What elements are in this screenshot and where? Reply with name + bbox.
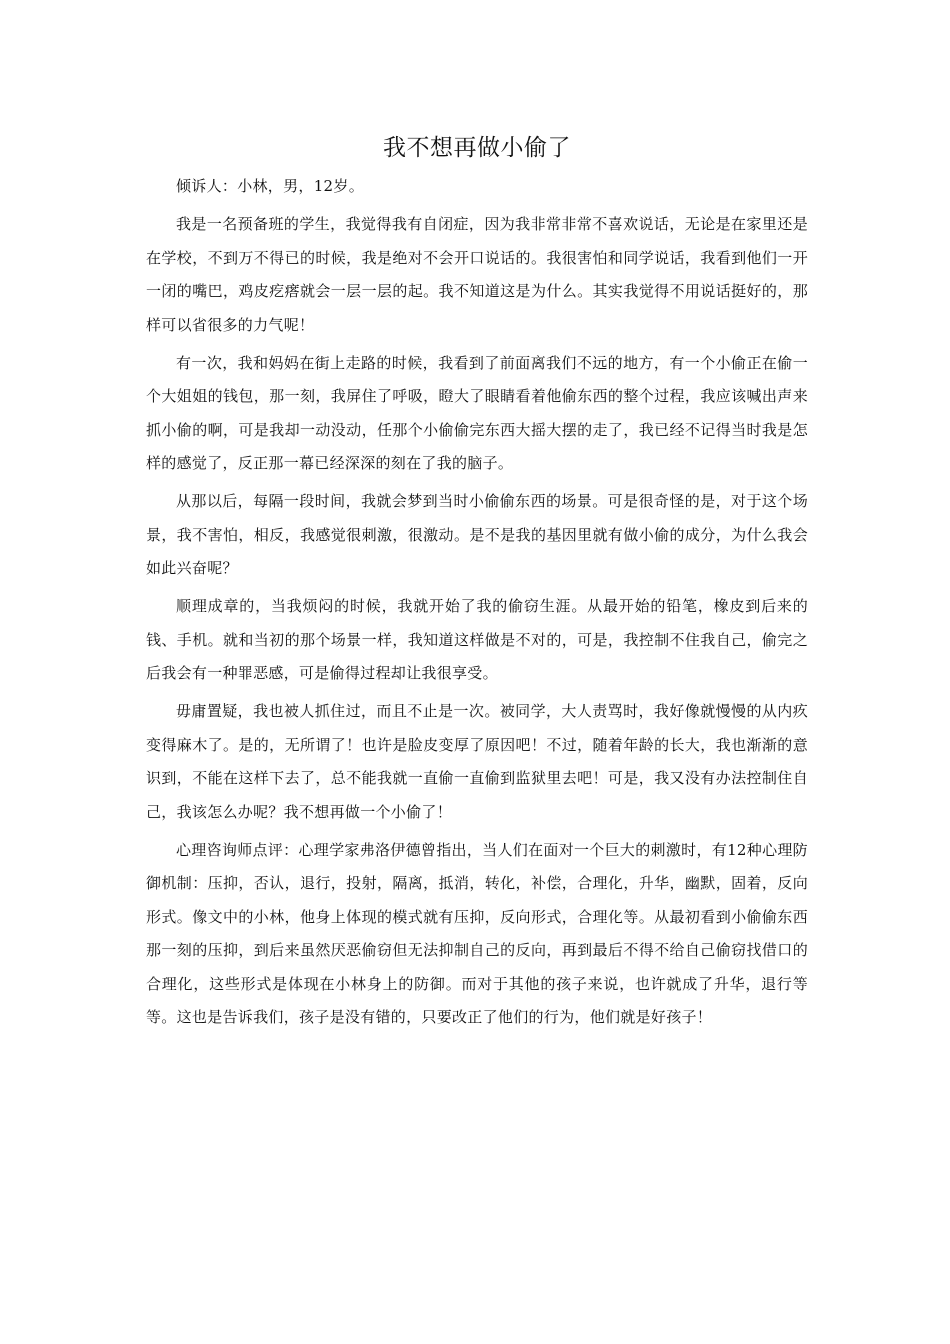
paragraph-4: 顺理成章的，当我烦闷的时候，我就开始了我的偷窃生涯。从最开始的铅笔，橡皮到后来的钱、手机。就和当初的那个场景一样，我知道这样做是不对的，可是，我控制不住我自己，偷完之后我会有一种罪恶感，可是偷得过程却让我很享受。 xyxy=(146,597,808,682)
paragraph-5: 毋庸置疑，我也被人抓住过，而且不止是一次。被同学，大人责骂时，我好像就慢慢的从内疚变得麻木了。是的，无所谓了！也许是脸皮变厚了原因吧！不过，随着年龄的长大，我也渐渐的意识到，不能在这样下去了，总不能我就一直偷一直偷到监狱里去吧！可是，我又没有办法控制住自己，我该怎么办呢？我不想再做一个小偷了！ xyxy=(146,702,808,821)
paragraph-2: 有一次，我和妈妈在街上走路的时候，我看到了前面离我们不远的地方，有一个小偷正在偷一个大姐姐的钱包，那一刻，我屏住了呼吸，瞪大了眼睛看着他偷东西的整个过程，我应该喊出声来抓小偷的啊，可是我却一动没动，任那个小偷偷完东西大摇大摆的走了，我已经不记得当时我是怎样的感觉了，反正那一幕已经深深的刻在了我的脑子。 xyxy=(146,353,808,472)
paragraph-1: 我是一名预备班的学生，我觉得我有自闭症，因为我非常非常不喜欢说话，无论是在家里还是在学校，不到万不得已的时候，我是绝对不会开口说话的。我很害怕和同学说话，我看到他们一开一闭的嘴巴，鸡皮疙瘩就会一层一层的起。我不知道这是为什么。其实我觉得不用说话挺好的，那样可以省很多的力气呢！ xyxy=(146,215,808,334)
paragraph-counselor-comment: 心理咨询师点评：心理学家弗洛伊德曾指出，当人们在面对一个巨大的刺激时，有12种心理防御机制：压抑，否认，退行，投射，隔离，抵消，转化，补偿，合理化，升华，幽默，固着，反向形式。像文中的小林，他身上体现的模式就有压抑，反向形式，合理化等。从最初看到小偷偷东西那一刻的压抑，到后来虽然厌恶偷窃但无法抑制自己的反向，再到最后不得不给自己偷窃找借口的合理化，这些形式是体现在小林身上的防御。而对于其他的孩子来说，也许就成了升华，退行等等。这也是告诉我们，孩子是没有错的，只要改正了他们的行为，他们就是好孩子！ xyxy=(146,840,808,1026)
document-title: 我不想再做小偷了 xyxy=(383,135,571,161)
paragraph-3: 从那以后，每隔一段时间，我就会梦到当时小偷偷东西的场景。可是很奇怪的是，对于这个场景，我不害怕，相反，我感觉很刺激，很激动。是不是我的基因里就有做小偷的成分，为什么我会如此兴奋呢？ xyxy=(146,492,808,577)
document-body xyxy=(146,130,808,1035)
paragraph-narrator: 倾诉人：小林，男，12岁。 xyxy=(176,177,364,195)
